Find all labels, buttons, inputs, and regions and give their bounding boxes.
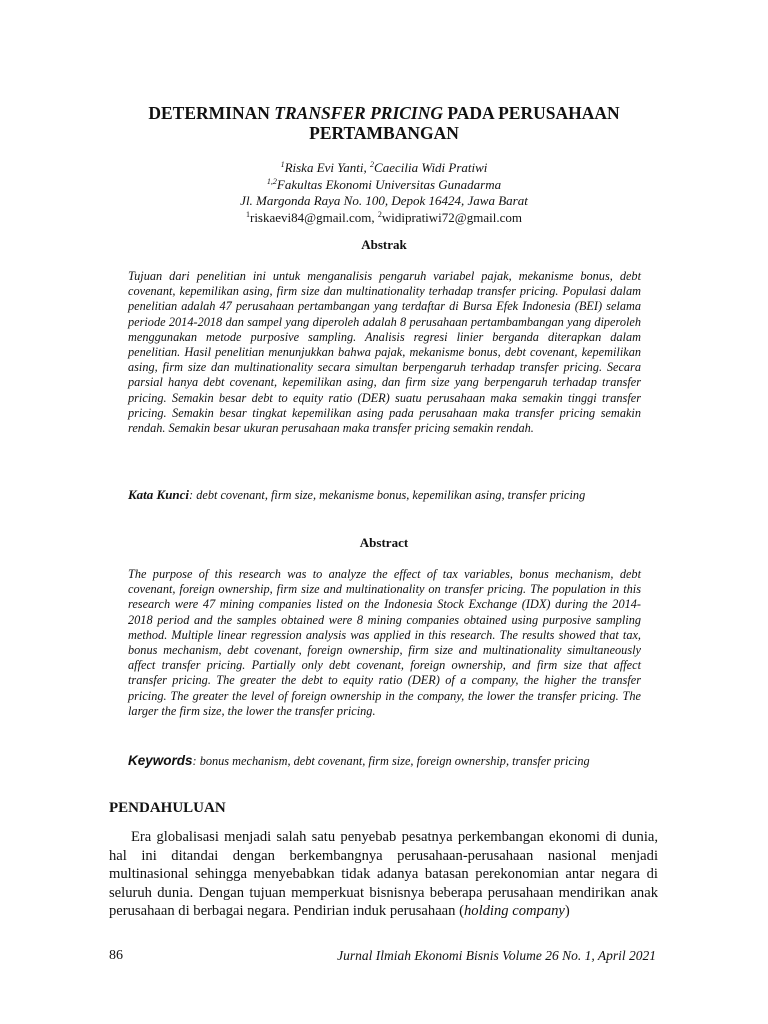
paper-title: [110, 103, 658, 143]
author-address: Jl. Margonda Raya No. 100, Depok 16424, Jawa Barat: [240, 193, 528, 208]
abstract-heading: Abstract: [359, 535, 409, 550]
pendahuluan-body: Era globalisasi menjadi salah satu penyebab pesatnya perkembangan ekonomi di dunia, hal ini ditandai dengan berkembangnya perusahaan-perusahaan nasional menjadi multinasional sehingga menyebabkan tidak adanya batasan perekonomian antar negara di seluruh dunia. Dengan tujuan memperkuat bisnisnya beberapa perusahaan mendirikan anak perusahaan di berbagai negara. Pendirian induk perusahaan (holding company): [109, 829, 658, 920]
kata-kunci-text: : debt covenant, firm size, mekanisme bonus, kepemilikan asing, transfer pricing: [189, 488, 586, 502]
title-italic: TRANSFER PRICING: [274, 103, 444, 123]
holding-company-term: holding company: [463, 903, 565, 920]
abstrak-keywords: [128, 487, 641, 504]
author-affiliation: $^{1,2}$Fakultas Ekonomi Universitas Gunadarma: [266, 176, 502, 192]
page-number: 86: [109, 948, 123, 963]
keywords-text: : bonus mechanism, debt covenant, firm size, foreign ownership, transfer pricing: [192, 754, 590, 768]
title-part3: PADA PERUSAHAAN: [443, 103, 620, 123]
abstract-body: The purpose of this research was to analyze the effect of tax variables, bonus mechanism, debt covenant, foreign ownership, firm size and multinationality on transfer pricing. The population in this research were 47 mining companies listed on the Indonesia Stock Exchange (IDX) during the 2014-2018 period and the samples obtained were 8 mining companies obtained using purposive sampling method. Multiple linear regression analysis was applied in this research. The results showed that tax, bonus mechanism, debt covenant, foreign ownership, firm size and multinationality simultaneously affect transfer pricing. Partially only debt covenant, foreign ownership, and firm size that affect transfer pricing. The greater the debt to equity ratio (DER) of a company, the higher the transfer pricing. The greater the level of foreign ownership in the company, the lower the transfer pricing. The larger the firm size, the lower the transfer pricing.: [128, 567, 641, 718]
abstrak-heading: Abstrak: [361, 237, 407, 252]
abstract-keywords: [128, 753, 641, 770]
author-emails: $^1$riskaevi84@gmail.com, $^2$widipratiwi72@gmail.com: [245, 209, 523, 225]
author-names: $^1$Riska Evi Yanti, $^2$Caecilia Widi Pratiwi: [280, 160, 488, 175]
abstrak-body: Tujuan dari penelitian ini untuk menganalisis pengaruh variabel pajak, mekanisme bonus, debt covenant, kepemilikan asing, firm size dan multinationality terhadap transfer pricing. Populasi dalam penelitian adalah 47 perusahaan pertambangan yang terdaftar di Bursa Efek Indonesia (BEI) selama periode 2014-2018 dan sampel yang diperoleh adalah 8 perusahaan pertambambangan yang diperoleh menggunakan metode purposive sampling. Analisis regresi linier berganda diterapkan dalam penelitian. Hasil penelitian menunjukkan bahwa pajak, mekanisme bonus, debt covenant, kepemilikan asing, firm size dan multinationality secara simultan berpengaruh terhadap transfer pricing. Secara parsial hanya debt covenant, kepemilikan asing, dan firm size yang berpengaruh terhadap transfer pricing. Semakin besar debt to equity ratio (DER) suatu perusahaan maka semakin tinggi transfer pricing. Semakin besar tingkat kepemilikan asing pada perusahaan maka transfer pricing semakin rendah. Semakin besar ukuran perusahaan maka transfer pricing semakin rendah.: [128, 269, 641, 436]
journal-citation: Jurnal Ilmiah Ekonomi Bisnis Volume 26 No. 1, April 2021: [337, 948, 656, 963]
title-line2: PERTAMBANGAN: [309, 123, 459, 143]
author-block: [110, 160, 658, 226]
kata-kunci-label: Kata Kunci: [128, 487, 190, 502]
title-part1: DETERMINAN: [148, 103, 275, 123]
pendahuluan-heading: PENDAHULUAN: [109, 800, 226, 816]
keywords-label: Keywords: [128, 753, 193, 768]
